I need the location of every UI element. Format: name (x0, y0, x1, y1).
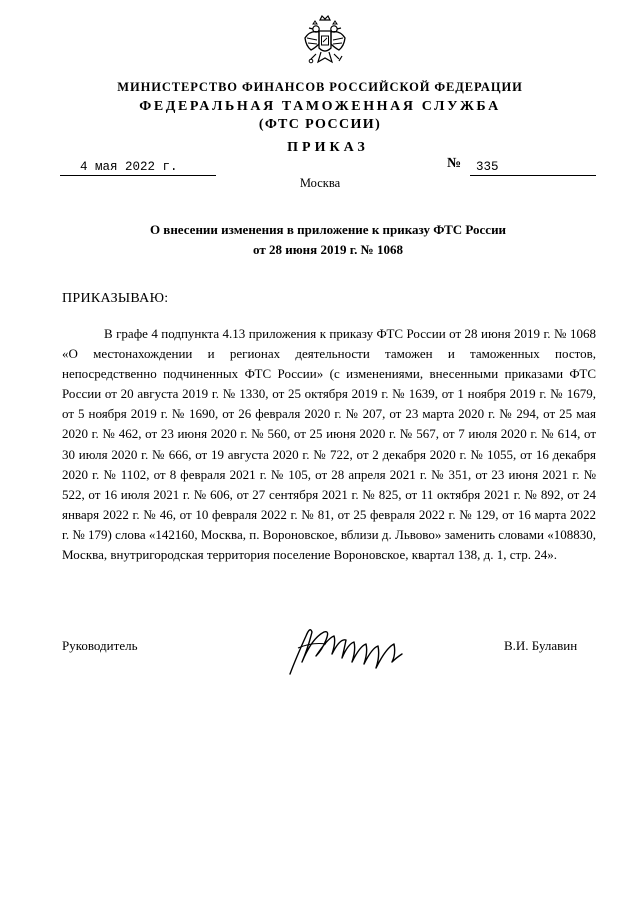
service-short-name: (ФТС РОССИИ) (258, 117, 382, 132)
body-paragraph: В графе 4 подпункта 4.13 приложения к приказу ФТС России от 28 июня 2019 г. № 1068 «О местонахождении и регионах деятельности таможен и таможенных постов, непосредственно подчиненных ФТС России» (с изменениями, внесенными приказами ФТС России от 20 августа 2019 г. № 1330, от 25 октября 2019 г. № 1639, от 1 ноября 2019 г. № 1679, от 5 ноября 2019 г. № 1690, от 26 февраля 2020 г. № 207, от 23 марта 2020 г. № 294, от 25 мая 2020 г. № 462, от 23 июня 2020 г. № 560, от 25 июня 2020 г. № 567, от 7 июля 2020 г. № 614, от 30 июля 2020 г. № 666, от 19 августа 2020 г. № 722, от 2 декабря 2020 г. № 1055, от 16 декабря 2020 г. № 1102, от 8 февраля 2021 г. № 105, от 28 апреля 2021 г. № 351, от 23 июня 2021 г. № 522, от 16 июля 2021 г. № 606, от 27 сентября 2021 г. № 825, от 11 октября 2021 г. № 892, от 24 января 2022 г. № 46, от 10 февраля 2022 г. № 81, от 25 февраля 2022 г. № 129, от 16 марта 2022 г. № 179) слова «142160, Москва, п. Вороновское, вблизи д. Львово» заменить словами «108830, Москва, внутригородская территория поселение Вороновское, квартал 138, д. 1, стр. 24». (62, 326, 596, 563)
service-name: ФЕДЕРАЛЬНАЯ ТАМОЖЕННАЯ СЛУЖБА (139, 99, 501, 114)
coat-of-arms-emblem (302, 14, 348, 70)
document-type: ПРИКАЗ (287, 140, 369, 155)
document-date: 4 мая 2022 г. (60, 160, 216, 176)
decree-heading: ПРИКАЗЫВАЮ: (62, 291, 169, 306)
document-title-line-1: О внесении изменения в приложение к приказу ФТС России (149, 222, 507, 237)
document-city: Москва (299, 176, 341, 190)
document-number: 335 (470, 160, 596, 176)
ministry-name: МИНИСТЕРСТВО ФИНАНСОВ РОССИЙСКОЙ ФЕДЕРАЦИИ (117, 80, 523, 94)
number-sign: № (447, 156, 462, 171)
handwritten-signature (282, 618, 410, 680)
signer-name: В.И. Булавин (504, 638, 578, 653)
document-title-line-2: от 28 июня 2019 г. № 1068 (253, 242, 403, 257)
signer-role: Руководитель (62, 638, 138, 653)
